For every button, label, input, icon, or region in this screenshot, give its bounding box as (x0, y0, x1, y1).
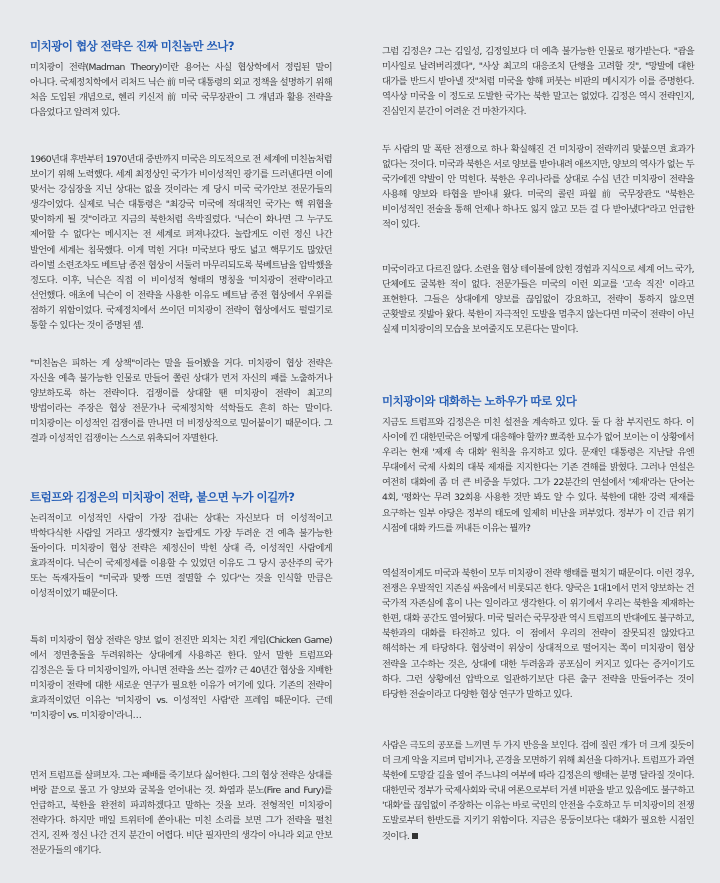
paragraph: 지금도 트럼프와 김정은은 미친 설전을 계속하고 있다. 둘 다 참 부지런도 하다. 이 사이에 낀 대한민국은 어떻게 대응해야 할까? 뾰족한 묘수가 없어 보이는 이 상황에서 우리는 현재 '제재 속 대화' 원칙을 유지하고 있다. 문재인 대통령은 지난달 유엔 무대에서 국제 사회의 대북 제재를 지지한다는 기존 견해를 밝혔다. 그러나 연설은 여전히 대화에 좀 더 큰 비중을 두었다. 그가 22분간의 연설에서 '제재'라는 단어는 4회, '평화'는 무려 32회용 사용한 것만 봐도 알 수 있다. 북한에 대한 강력 제재를 요구하는 일부 야당은 정부의 태도에 일제히 비난을 퍼부었다. 정부가 이 긴급 위기 시점에 대화 카드를 꺼내든 이유는 뭘까? (382, 417, 694, 534)
section-heading: 미치광이 협상 전략은 진짜 미친놈만 쓰나? (30, 39, 235, 53)
paragraph-block (368, 142, 712, 233)
end-mark-icon (412, 833, 418, 839)
paragraph-block (368, 44, 712, 119)
paragraph: 두 사람의 말 폭탄 전쟁으로 하나 확실해진 건 미치광이 전략끼리 맞붙으면 효과가 없다는 것이다. 미국과 북한은 서로 양보를 받아내려 애쓰지만, 양보의 역사가 없는 두 국가에겐 약발이 안 먹힌다. 북한은 우리나라를 상대로 수십 년간 미치광이 전략을 사용해 양보와 타협을 받아내 왔다. 미국의 콜린 파월 前 국무장관도 "북한은 비이성적인 전술을 통해 언제나 하나도 잃지 않고 모든 걸 다 받아냈다"라고 언급한 적이 있다. (382, 144, 694, 231)
paragraph-block (0, 152, 344, 333)
left-column (0, 0, 344, 883)
paragraph: 1960년대 후반부터 1970년대 중반까지 미국은 의도적으로 전 세계에 미친놈처럼 보이기 위해 노력했다. 세계 최정상인 국가가 비이성적인 광기를 드러낸다면 이에 맞서는 강심장을 지닌 상대는 없을 것이라는 게 당시 미국 국가안보 전문가들의 생각이었다. 실제로 닉슨 대통령은 "최강국 미국에 적대적인 국가는 핵 위협을 맞이하게 될 것"이라고 지금의 북한처럼 윽박질렀다. '닉슨이 화나면 그 누구도 제어할 수 없다'는 메시지는 전 세계로 퍼져나갔다. 놀랍게도 이런 정신 나간 발언에 세계는 침묵했다. 이게 먹힌 거다! 미국보다 땅도 넓고 핵무기도 많았던 라이벌 소련조차도 베트남 종전 협상이 서둘러 마무리되도록 북베트남을 압박했을 정도다. 이후, 닉슨은 직접 이 비이성적 형태의 명칭을 '미치광이 전략'이라고 선언했다. 애초에 닉슨이 이 전략을 사용한 이유도 베트남 종전 협상에서 우위를 점하기 위함이었다. 국제정치에서 쓰이던 미치광이 전략이 협상에서도 펄럴기로 통할 수 있다는 것이 증명된 셈. (30, 154, 332, 332)
paragraph-block (0, 768, 344, 859)
paragraph: 미국이라고 다르진 않다. 소련을 협상 테이블에 앉힌 경험과 지식으로 세계 어느 국가, 단체에도 굴복한 적이 없다. 전문가들은 미국의 이런 외교를 '고속 직진' 이라고 표현한다. 그들은 상대에게 양보를 끊임없이 강요하고, 전략이 통하지 않으면 군홧발로 짓밟아 왔다. 북한이 자극적인 도발을 멈추지 않는다면 미국이 전략이 아닌 실제 미치광이의 모습을 보여줄지도 모른다는 말이다. (382, 264, 694, 336)
paragraph-block (0, 356, 344, 447)
paragraph: 논리적이고 이성적인 사람이 가장 겁내는 상대는 자신보다 더 이성적이고 박학다식한 사람일 거라고 생각했지? 놀랍게도 가장 두려운 건 예측 불가능한 돌아이다. 미치광이 협상 전략은 제정신이 박힌 상대 즉, 이성적인 사람에게 효과적이다. 닉슨이 국제정세를 이용할 수 있었던 이유도 그 당시 공산주의 국가 또는 독재자들이 "미국과 맞짱 뜨면 절멸할 수 있다"는 것을 인식할 만큼은 이성적이었기 때문이다. (30, 513, 332, 600)
paragraph: 먼저 트럼프를 살펴보자. 그는 패배를 죽기보다 싫어한다. 그의 협상 전략은 상대를 벼랑 끝으로 몰고 가 양보와 굴복을 얻어내는 것. 화염과 분노(Fire and Fury)를 언급하고, 북한을 완전히 파괴하겠다고 말하는 것을 보라. 전형적인 미치광이 전략가다. 하지만 매일 트위터에 쏟아내는 미친 소리를 보면 그가 전략을 펼친 건지, 진짜 정신 나간 건지 분간이 어렵다. 비단 필자만의 생각이 아니라 외교 안보 전문가들의 얘기다. (30, 770, 332, 857)
paragraph: 미치광이 전략(Madman Theory)이란 용어는 사실 협상학에서 정립된 말이 아니다. 국제정치학에서 리처드 닉슨 前 미국 대통령의 외교 정책을 설명하기 위해 처음 도입된 개념으로, 헨리 키신저 前 미국 국무장관이 그 개념과 활용 전략을 다음었다고 알려져 있다. (30, 62, 332, 119)
section-heading: 트럼프와 김정은의 미치광이 전략, 붙으면 누가 이길까? (30, 490, 295, 504)
section-trump-vs-kim (0, 489, 344, 602)
paragraph: 그럼 김정은? 그는 김일성, 김정일보다 더 예측 불가능한 인물로 평가받는다. "괌을 미사일로 날려버리겠다", "사상 최고의 대응조치 단행을 고려할 것", "망발에 대한 대가를 반드시 받아낼 것"처럼 미국을 향해 퍼붓는 비판의 메시지가 이를 증명한다. 역사상 미국을 이 정도로 도발한 국가는 북한 말고는 없었다. 김정은 역시 전략인지, 진심인지 분간이 어려운 건 마찬가지다. (382, 46, 694, 118)
right-column (368, 0, 712, 883)
paragraph-last (382, 738, 694, 844)
paragraph-block (0, 633, 344, 724)
section-heading: 미치광이와 대화하는 노하우가 따로 있다 (382, 394, 577, 408)
paragraph-block (368, 566, 712, 702)
paragraph-block (368, 262, 712, 337)
paragraph: 역설적이게도 미국과 북한이 모두 미치광이 전략 행태를 펼치기 때문이다. 이런 경우, 전쟁은 우발적인 지존심 싸움에서 비롯되곤 한다. 양국은 1대1에서 먼저 양보하는 건 국가적 자존심에 흠이 나는 일이라고 생각한다. 이 위기에서 우리는 북한을 제재하는 한편, 대화 공간도 열어뒀다. 미국 틸러슨 국무장관 역시 트럼프의 반대에도 불구하고, 북한과의 대화를 타진하고 있다. 이 점에서 우리의 전략이 잘못되진 않았다고 해석하는 게 타당하다. 협상력이 위상이 상대적으로 떨어지는 쪽이 미치광이 협상 전략을 고수하는 것은, 상대에 대한 두려움과 공포심이 커지고 있다는 증거이기도 하다. 그런 상황에선 압박으로 일관하기보단 다른 출구 전략을 만들어주는 것이 타당한 전술이라고 다양한 협상 연구가 말하고 있다. (382, 568, 694, 700)
section-dialogue-knowhow (368, 393, 712, 536)
paragraph-block (368, 738, 712, 844)
paragraph-text: 사람은 극도의 공포를 느끼면 두 가지 반응을 보인다. 겁에 질린 개가 더 크게 짖듯이 더 크게 악을 지르며 덤비거나, 곤경을 모면하기 위해 최선을 다하거나. 트럼프가 과연 북한에 도망갈 길을 열어 주느냐의 여부에 따라 김정은의 행태는 분명 달라질 것이다. 대한민국 정부가 국제사회와 국내 여론으로부터 거센 비판을 받고 있음에도 불구하고 '대화'를 끊임없이 주장하는 이유는 바로 국민의 안전을 수호하고 두 미치광이의 전쟁 도발로부터 한반도를 지키기 위함이다. 지금은 몽둥이보다는 대화가 필요한 시점인 것이다. (382, 740, 694, 842)
section-madman-theory (0, 38, 344, 120)
paragraph: "미친놈은 피하는 게 상책"이라는 말을 들어봤을 거다. 미치광이 협상 전략은 자신을 예측 불가능한 인물로 만들어 쫄린 상대가 먼저 자신의 패를 노출하거나 양보하도록 하는 전략이다. 겁쟁이를 상대할 땐 미치광이 전략이 최고의 방법이라는 주장은 협상 전문가나 국제정치학 석학들도 흔히 하는 말이다. 미치광이는 이성적인 겁쟁이를 만나면 더 비정상적으로 밀어붙이기 때문이다. 그 결과 이성적인 겁쟁이는 스스로 위축되어 자멸한다. (30, 358, 332, 445)
paragraph: 특히 미치광이 협상 전략은 양보 없이 전진만 외치는 치킨 게임(Chicken Game)에서 정면충돌을 두려워하는 상대에게 사용하곤 한다. 앞서 말한 트럼프와 김정은은 둘 다 미치광이일까, 아니면 전략을 쓰는 걸까? 근 40년간 협상을 지배한 미치광이 전략에 대한 새로운 연구가 필요한 이유가 여기에 있다. 기존의 전략이 효과적이었던 이유는 '미치광이 vs. 이성적인 사람'란 프레임 때문이다. 근데 '미치광이 vs. 미치광이'라니… (30, 635, 332, 722)
